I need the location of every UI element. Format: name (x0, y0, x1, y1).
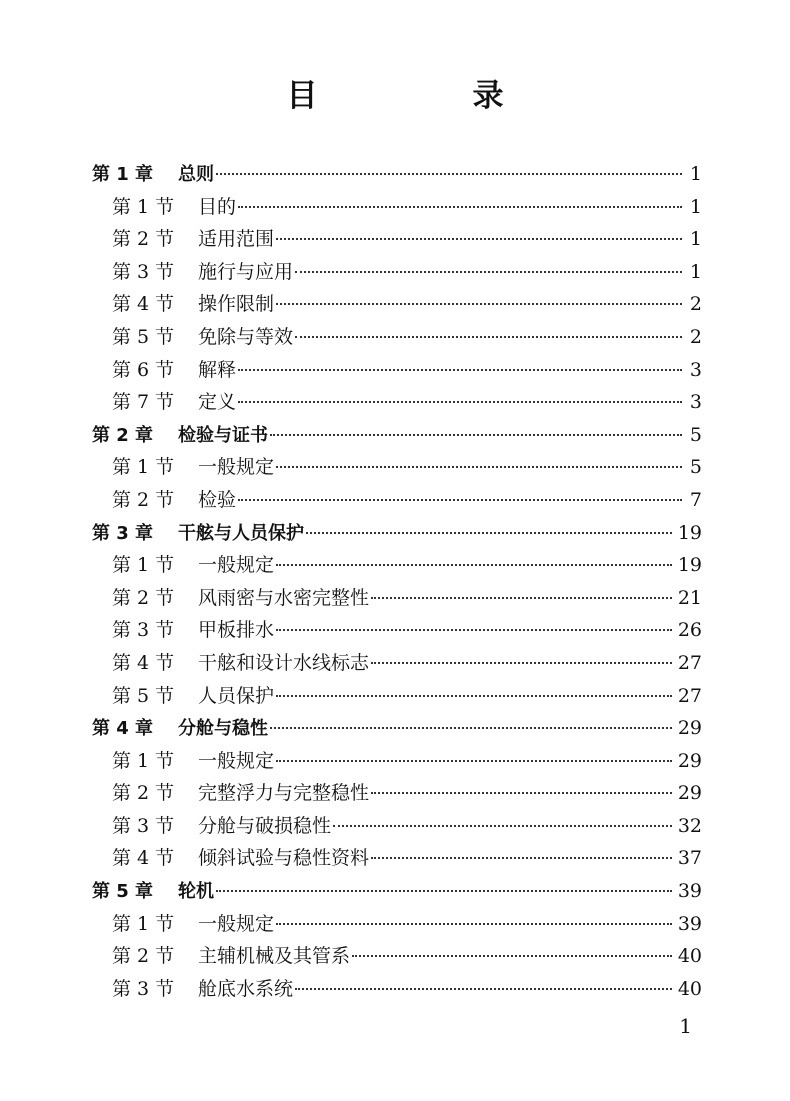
toc-section-entry[interactable] (0, 745, 790, 778)
page-title: 目 录 (286, 78, 566, 114)
entry-number: 第 1 节 (112, 456, 175, 479)
entry-number: 第 1 节 (112, 749, 175, 772)
toc-section-entry[interactable] (0, 386, 790, 419)
toc-section-entry[interactable] (0, 810, 790, 843)
entry-page: 40 (677, 977, 702, 1000)
entry-title: 施行与应用 (198, 260, 294, 283)
entry-page: 7 (689, 488, 702, 511)
toc-section-entry[interactable] (0, 582, 790, 615)
toc-chapter-entry[interactable] (0, 875, 790, 908)
entry-title: 一般规定 (198, 749, 275, 772)
entry-title: 甲板排水 (198, 619, 275, 642)
dot-leader (238, 206, 682, 208)
entry-number: 第 2 章 (92, 424, 154, 446)
entry-number: 第 4 章 (92, 718, 154, 740)
entry-title: 分舱与破损稳性 (198, 814, 332, 837)
entry-title: 总则 (178, 164, 214, 185)
entry-number: 第 3 章 (92, 522, 154, 544)
toc-section-entry[interactable] (0, 484, 790, 517)
entry-page: 19 (677, 554, 702, 577)
dot-leader (295, 336, 682, 338)
dot-leader (238, 499, 682, 501)
entry-number: 第 4 节 (112, 651, 175, 674)
dot-leader (216, 173, 682, 175)
toc-section-entry[interactable] (0, 940, 790, 973)
entry-number: 第 1 节 (112, 912, 175, 935)
entry-title: 一般规定 (198, 912, 275, 935)
entry-page: 1 (689, 195, 702, 218)
dot-leader (333, 825, 672, 827)
dot-leader (371, 857, 672, 859)
entry-title: 免除与等效 (198, 325, 294, 348)
entry-page: 3 (689, 358, 702, 381)
dot-leader (276, 303, 682, 305)
dot-leader (295, 271, 682, 273)
entry-page: 39 (677, 912, 702, 935)
entry-title: 人员保护 (198, 684, 275, 707)
entry-number: 第 5 节 (112, 325, 175, 348)
dot-leader (371, 662, 672, 664)
dot-leader (352, 955, 672, 957)
entry-page: 29 (677, 782, 702, 805)
entry-number: 第 3 节 (112, 814, 175, 837)
entry-page: 37 (677, 847, 702, 870)
entry-page: 27 (677, 684, 702, 707)
entry-number: 第 2 节 (112, 945, 175, 968)
entry-title: 倾斜试验与稳性资料 (198, 847, 370, 870)
toc-section-entry[interactable] (0, 549, 790, 582)
dot-leader (371, 792, 672, 794)
entry-number: 第 3 节 (112, 260, 175, 283)
toc-section-entry[interactable] (0, 614, 790, 647)
toc-section-entry[interactable] (0, 680, 790, 713)
entry-page: 2 (689, 293, 702, 316)
entry-page: 2 (689, 325, 702, 348)
entry-page: 27 (677, 651, 702, 674)
dot-leader (238, 369, 682, 371)
toc-section-entry[interactable] (0, 223, 790, 256)
entry-title: 干舷和设计水线标志 (198, 651, 370, 674)
entry-number: 第 2 节 (112, 228, 175, 251)
toc-chapter-entry[interactable] (0, 158, 790, 191)
entry-title: 检验 (198, 488, 237, 511)
entry-page: 29 (677, 717, 702, 740)
dot-leader (276, 629, 672, 631)
entry-title: 检验与证书 (178, 424, 268, 446)
entry-page: 32 (677, 814, 702, 837)
dot-leader (238, 401, 682, 403)
dot-leader (371, 597, 672, 599)
entry-number: 第 1 节 (112, 554, 175, 577)
dot-leader (270, 727, 672, 729)
toc-section-entry[interactable] (0, 321, 790, 354)
dot-leader (270, 434, 682, 436)
dot-leader (276, 760, 672, 762)
toc-chapter-entry[interactable] (0, 419, 790, 452)
entry-title: 舱底水系统 (198, 977, 294, 1000)
dot-leader (306, 532, 672, 534)
toc-chapter-entry[interactable] (0, 712, 790, 745)
entry-page: 26 (677, 619, 702, 642)
table-of-contents (0, 158, 790, 1005)
entry-number: 第 3 节 (112, 619, 175, 642)
toc-section-entry[interactable] (0, 451, 790, 484)
entry-page: 21 (677, 586, 702, 609)
entry-title: 目的 (198, 195, 237, 218)
dot-leader (276, 923, 672, 925)
entry-title: 分舱与稳性 (178, 718, 268, 740)
entry-page: 1 (689, 163, 702, 185)
entry-page: 5 (689, 423, 702, 446)
entry-page: 19 (677, 521, 702, 544)
entry-number: 第 4 节 (112, 847, 175, 870)
entry-number: 第 2 节 (112, 488, 175, 511)
entry-number: 第 2 节 (112, 586, 175, 609)
entry-page: 1 (689, 228, 702, 251)
entry-title: 定义 (198, 391, 237, 414)
entry-title: 解释 (198, 358, 237, 381)
entry-title: 适用范围 (198, 228, 275, 251)
page-number: 1 (679, 1014, 692, 1038)
entry-title: 完整浮力与完整稳性 (198, 782, 370, 805)
entry-number: 第 1 节 (112, 195, 175, 218)
entry-title: 一般规定 (198, 456, 275, 479)
entry-page: 39 (677, 880, 702, 903)
entry-page: 5 (689, 456, 702, 479)
dot-leader (276, 466, 682, 468)
toc-section-entry[interactable] (0, 647, 790, 680)
entry-number: 第 7 节 (112, 391, 175, 414)
entry-number: 第 2 节 (112, 782, 175, 805)
entry-title: 轮机 (178, 881, 214, 903)
entry-number: 第 1 章 (92, 164, 154, 185)
dot-leader (276, 564, 672, 566)
entry-page: 29 (677, 749, 702, 772)
dot-leader (216, 890, 672, 892)
toc-section-entry[interactable] (0, 256, 790, 289)
entry-number: 第 4 节 (112, 293, 175, 316)
toc-section-entry[interactable] (0, 973, 790, 1006)
dot-leader (276, 695, 672, 697)
entry-page: 40 (677, 945, 702, 968)
toc-chapter-entry[interactable] (0, 517, 790, 550)
entry-number: 第 3 节 (112, 977, 175, 1000)
toc-section-entry[interactable] (0, 288, 790, 321)
dot-leader (295, 988, 672, 990)
entry-page: 1 (689, 260, 702, 283)
entry-title: 主辅机械及其管系 (198, 945, 351, 968)
toc-section-entry[interactable] (0, 842, 790, 875)
entry-title: 操作限制 (198, 293, 275, 316)
entry-number: 第 5 章 (92, 881, 154, 903)
toc-section-entry[interactable] (0, 191, 790, 224)
toc-section-entry[interactable] (0, 354, 790, 387)
entry-number: 第 5 节 (112, 684, 175, 707)
toc-section-entry[interactable] (0, 908, 790, 941)
toc-section-entry[interactable] (0, 777, 790, 810)
entry-title: 干舷与人员保护 (178, 522, 304, 544)
dot-leader (276, 238, 682, 240)
entry-title: 一般规定 (198, 554, 275, 577)
entry-title: 风雨密与水密完整性 (198, 586, 370, 609)
entry-page: 3 (689, 391, 702, 414)
entry-number: 第 6 节 (112, 358, 175, 381)
